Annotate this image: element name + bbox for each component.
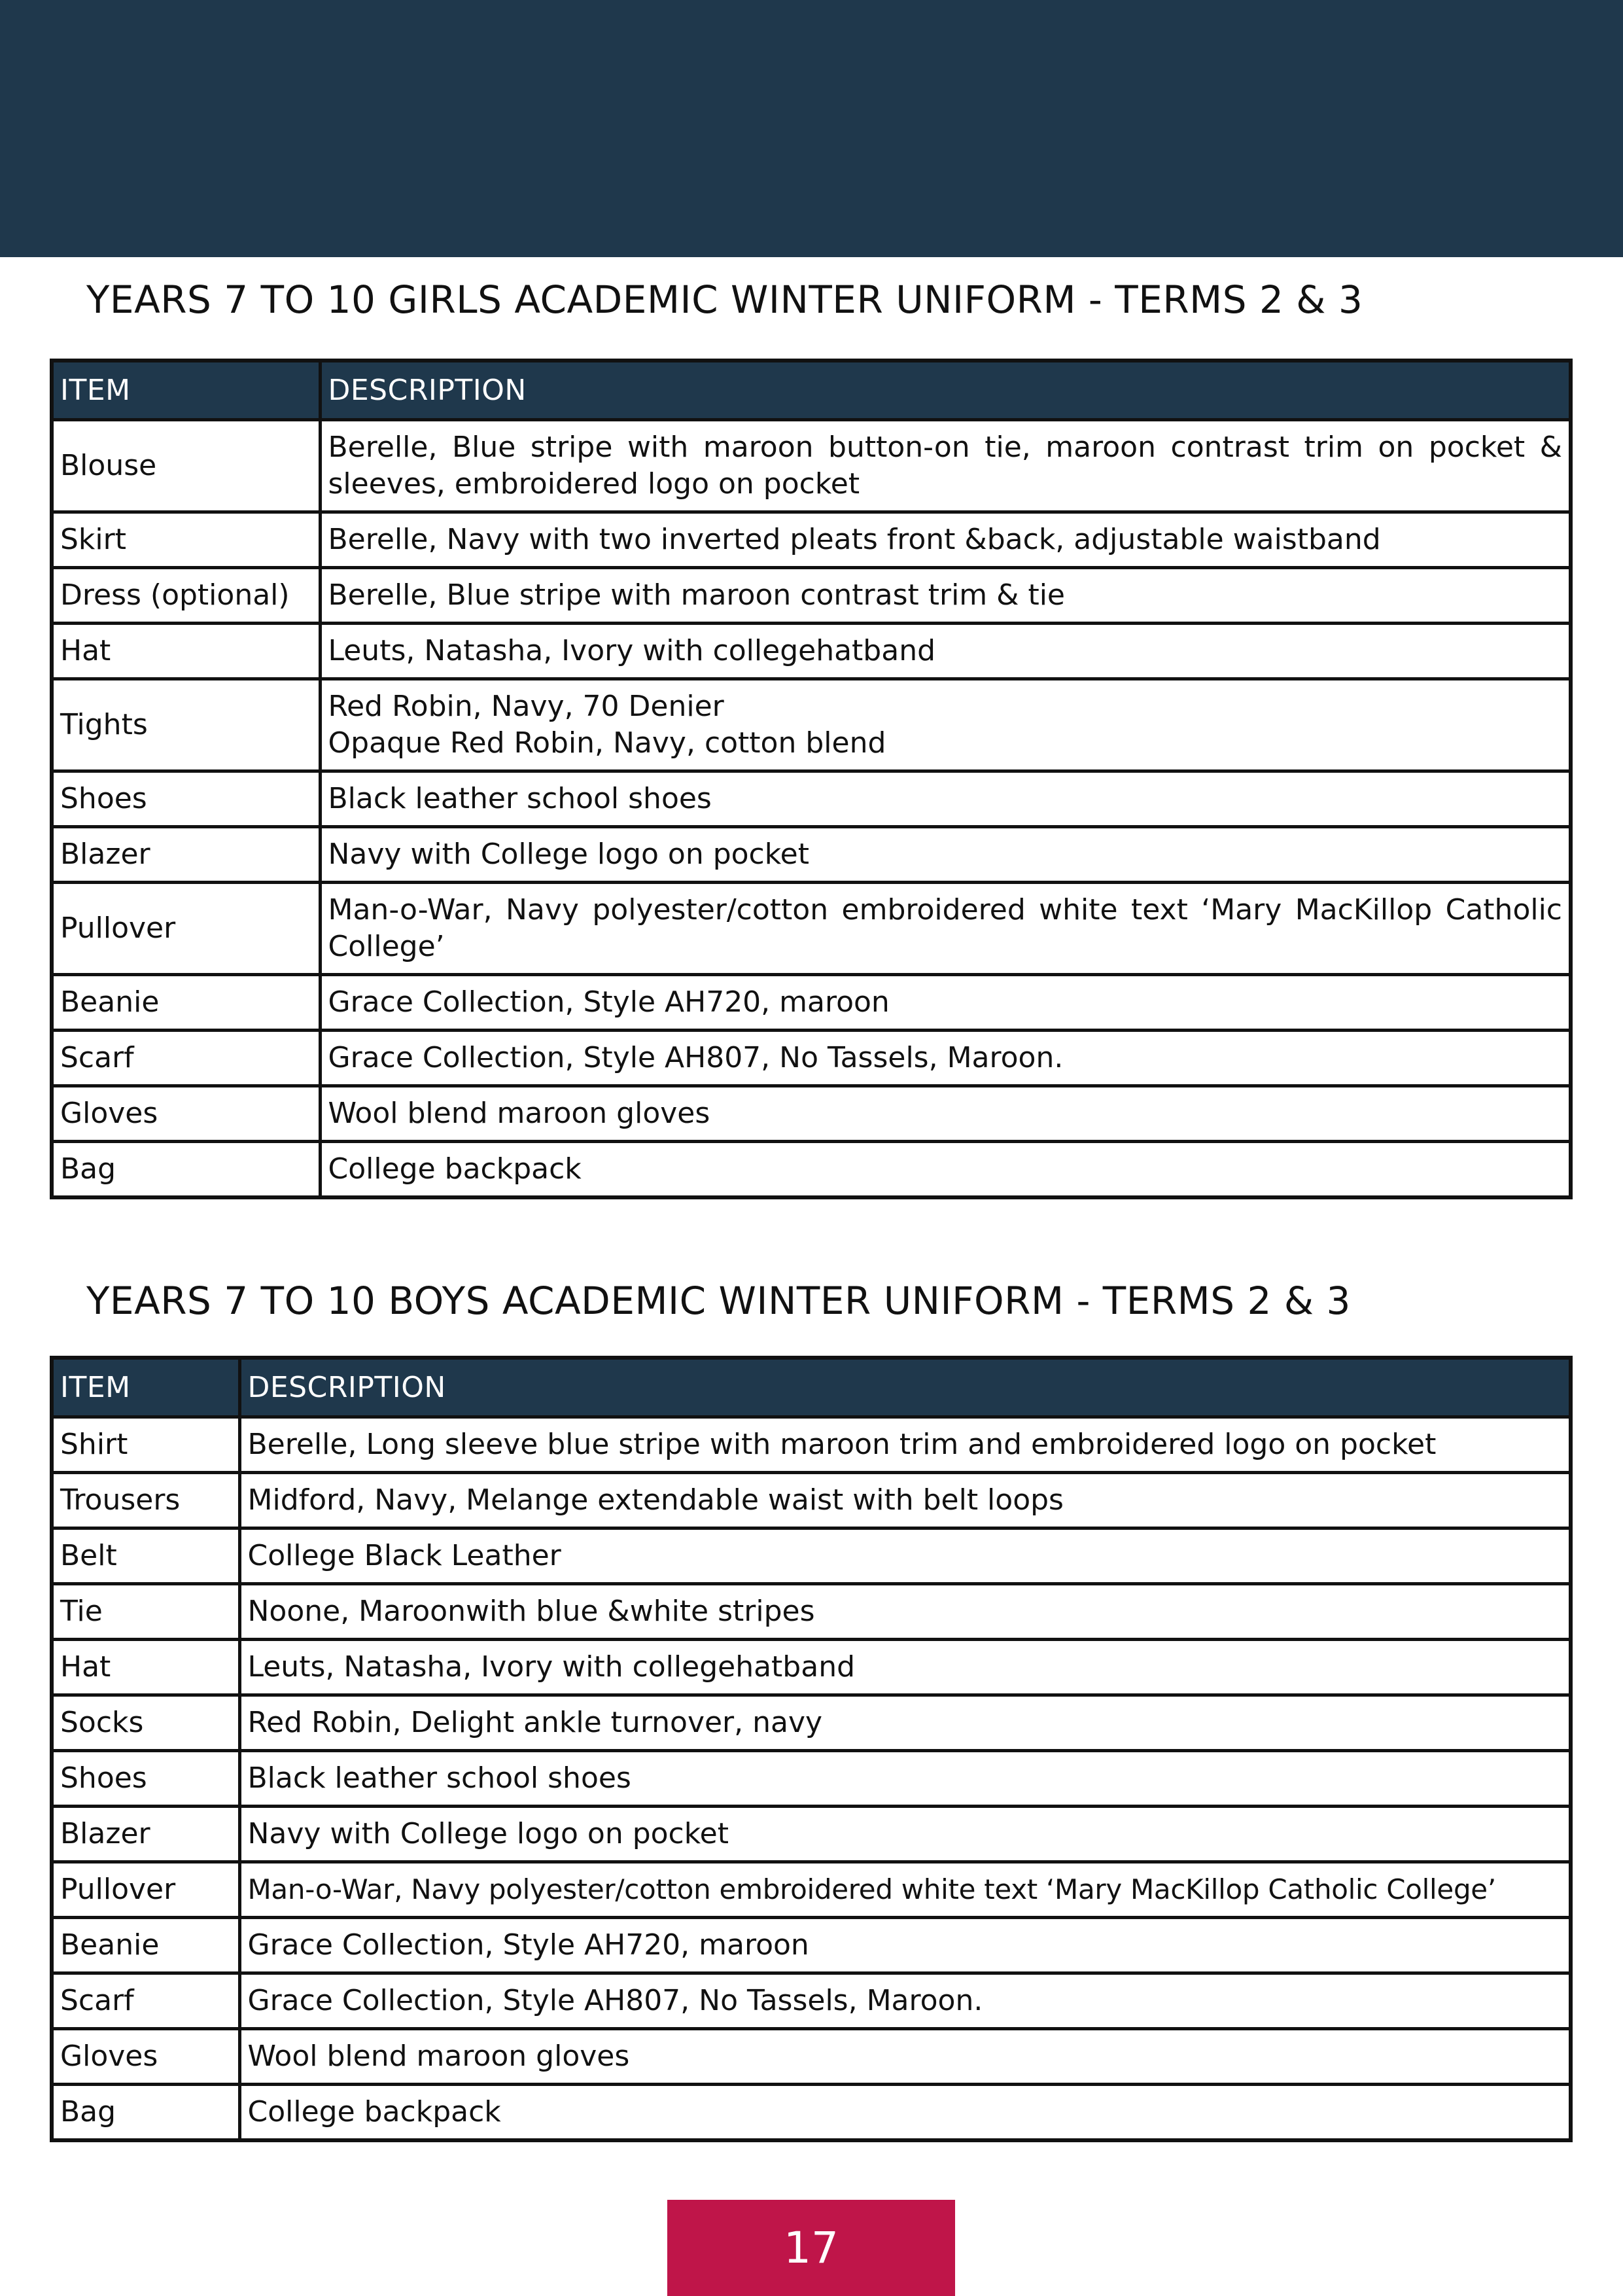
description-column-header: DESCRIPTION (320, 361, 1571, 420)
table-row (52, 2029, 1571, 2085)
description-cell: Wool blend maroon gloves (239, 2029, 1571, 2085)
item-cell: Gloves (52, 1086, 320, 1142)
item-cell: Bag (52, 2085, 239, 2141)
table-row (52, 1584, 1571, 1640)
item-column-header: ITEM (52, 361, 320, 420)
table-row (52, 420, 1571, 512)
item-cell: Beanie (52, 975, 320, 1031)
table-row (52, 1142, 1571, 1198)
item-cell: Hat (52, 624, 320, 679)
table-row (52, 1031, 1571, 1086)
description-cell: Grace Collection, Style AH807, No Tassels, Maroon. (320, 1031, 1571, 1086)
description-cell: Midford, Navy, Melange extendable waist with belt loops (239, 1473, 1571, 1528)
item-cell: Trousers (52, 1473, 239, 1528)
table-row (52, 1751, 1571, 1807)
table-row (52, 975, 1571, 1031)
description-cell: Navy with College logo on pocket (320, 827, 1571, 883)
item-cell: Tights (52, 679, 320, 771)
table-row (52, 1973, 1571, 2029)
description-cell: Man-o-War, Navy polyester/cotton embroidered white text ‘Mary MacKillop Catholic College’ (320, 883, 1571, 975)
description-cell: Grace Collection, Style AH720, maroon (239, 1918, 1571, 1973)
table-header-row (52, 361, 1571, 420)
table-row (52, 771, 1571, 827)
description-cell: Grace Collection, Style AH720, maroon (320, 975, 1571, 1031)
table-row (52, 1695, 1571, 1751)
description-cell: College Black Leather (239, 1528, 1571, 1584)
description-cell: Grace Collection, Style AH807, No Tassels, Maroon. (239, 1973, 1571, 2029)
description-cell: Man-o-War, Navy polyester/cotton embroidered white text ‘Mary MacKillop Catholic College’ (239, 1862, 1571, 1918)
description-cell: Noone, Maroonwith blue &white stripes (239, 1584, 1571, 1640)
description-cell: Navy with College logo on pocket (239, 1807, 1571, 1862)
description-cell: Berelle, Long sleeve blue stripe with maroon trim and embroidered logo on pocket (239, 1417, 1571, 1473)
item-cell: Belt (52, 1528, 239, 1584)
item-cell: Shirt (52, 1417, 239, 1473)
table-row (52, 1086, 1571, 1142)
table-row (52, 1640, 1571, 1695)
item-cell: Gloves (52, 2029, 239, 2085)
description-line: Opaque Red Robin, Navy, cotton blend (328, 726, 886, 760)
item-cell: Pullover (52, 883, 320, 975)
description-cell: Black leather school shoes (239, 1751, 1571, 1807)
table-row (52, 1528, 1571, 1584)
boys-uniform-title: YEARS 7 TO 10 BOYS ACADEMIC WINTER UNIFORM - TERMS 2 & 3 (86, 1279, 1351, 1323)
table-row (52, 1473, 1571, 1528)
description-line: Red Robin, Navy, 70 Denier (328, 690, 724, 723)
table-row (52, 1918, 1571, 1973)
description-cell: Berelle, Navy with two inverted pleats front &back, adjustable waistband (320, 512, 1571, 568)
item-cell: Scarf (52, 1973, 239, 2029)
page-number-badge: 17 (667, 2200, 955, 2296)
table-row (52, 827, 1571, 883)
table-row (52, 1807, 1571, 1862)
description-cell: Wool blend maroon gloves (320, 1086, 1571, 1142)
girls-uniform-title: YEARS 7 TO 10 GIRLS ACADEMIC WINTER UNIFORM - TERMS 2 & 3 (86, 277, 1363, 322)
boys-uniform-table (50, 1356, 1573, 2142)
item-cell: Blazer (52, 1807, 239, 1862)
item-cell: Blazer (52, 827, 320, 883)
item-cell: Skirt (52, 512, 320, 568)
table-row (52, 883, 1571, 975)
description-cell: Berelle, Blue stripe with maroon contrast trim & tie (320, 568, 1571, 624)
girls-uniform-table (50, 359, 1573, 1199)
table-row (52, 512, 1571, 568)
item-cell: Scarf (52, 1031, 320, 1086)
item-cell: Pullover (52, 1862, 239, 1918)
item-cell: Blouse (52, 420, 320, 512)
table-row (52, 624, 1571, 679)
table-row (52, 1417, 1571, 1473)
description-cell: Berelle, Blue stripe with maroon button-on tie, maroon contrast trim on pocket & sleeves, embroidered logo on pocket (320, 420, 1571, 512)
table-row (52, 1862, 1571, 1918)
table-row (52, 568, 1571, 624)
description-cell: College backpack (239, 2085, 1571, 2141)
item-cell: Shoes (52, 771, 320, 827)
description-cell (320, 679, 1571, 771)
item-cell: Tie (52, 1584, 239, 1640)
item-cell: Socks (52, 1695, 239, 1751)
description-cell: Red Robin, Delight ankle turnover, navy (239, 1695, 1571, 1751)
item-column-header: ITEM (52, 1358, 239, 1417)
item-cell: Beanie (52, 1918, 239, 1973)
item-cell: Hat (52, 1640, 239, 1695)
table-header-row (52, 1358, 1571, 1417)
description-cell: Leuts, Natasha, Ivory with collegehatband (320, 624, 1571, 679)
description-cell: Black leather school shoes (320, 771, 1571, 827)
top-banner (0, 0, 1623, 257)
description-column-header: DESCRIPTION (239, 1358, 1571, 1417)
item-cell: Dress (optional) (52, 568, 320, 624)
item-cell: Bag (52, 1142, 320, 1198)
description-cell: Leuts, Natasha, Ivory with collegehatband (239, 1640, 1571, 1695)
table-row (52, 679, 1571, 771)
description-cell: College backpack (320, 1142, 1571, 1198)
item-cell: Shoes (52, 1751, 239, 1807)
table-row (52, 2085, 1571, 2141)
